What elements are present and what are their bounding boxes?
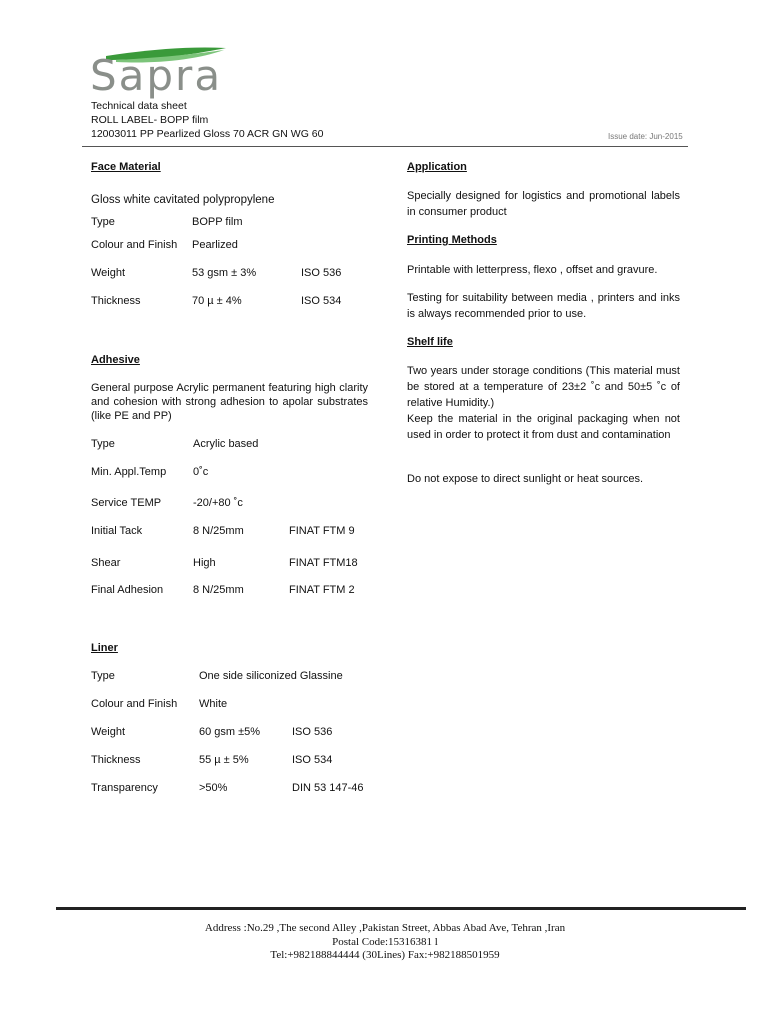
logo-wordmark: Sapra bbox=[90, 51, 223, 100]
adhesive-row-standard: FINAT FTM 2 bbox=[289, 584, 355, 596]
shelf-life-title: Shelf life bbox=[407, 336, 453, 348]
face-row-value: BOPP film bbox=[192, 216, 243, 228]
liner-row-value: 55 µ ± 5% bbox=[199, 754, 249, 766]
adhesive-row-standard: FINAT FTM18 bbox=[289, 557, 358, 569]
adhesive-row-value: 0˚c bbox=[193, 466, 209, 478]
adhesive-title: Adhesive bbox=[91, 354, 140, 366]
face-row-label: Weight bbox=[91, 267, 126, 279]
doc-type-line: Technical data sheet bbox=[91, 100, 187, 112]
footer-address: Address :No.29 ,The second Alley ,Pakistan Street, Abbas Abad Ave, Tehran ,Iran bbox=[204, 922, 566, 934]
face-row-label: Type bbox=[91, 216, 115, 228]
footer-postal-code: Postal Code:15316381 l bbox=[332, 936, 438, 948]
printing-testing-text: Testing for suitability between media , printers and inks is always recommended prior to use. bbox=[407, 292, 680, 320]
liner-row-label: Colour and Finish bbox=[91, 698, 178, 710]
shelf-life-sunlight-text: Do not expose to direct sunlight or heat sources. bbox=[407, 473, 644, 485]
application-text: Specially designed for logistics and promotional labels in consumer product bbox=[407, 190, 680, 218]
face-row-label: Thickness bbox=[91, 295, 141, 307]
shelf-life-storage-text: Two years under storage conditions (This material must be stored at a temperature of 23±2 ˚c and 50±5 ˚c of relative Humidity.) bbox=[407, 365, 680, 409]
footer-divider bbox=[56, 907, 746, 910]
liner-row-value: 60 gsm ±5% bbox=[199, 726, 261, 738]
adhesive-row-label: Shear bbox=[91, 557, 121, 569]
adhesive-row-label: Type bbox=[91, 438, 115, 450]
liner-row-standard: DIN 53 147-46 bbox=[292, 782, 364, 794]
liner-row-value: >50% bbox=[199, 782, 228, 794]
header-divider bbox=[82, 146, 688, 147]
adhesive-row-label: Initial Tack bbox=[91, 525, 143, 537]
application-title: Application bbox=[407, 161, 467, 173]
footer-contact: Tel:+982188844444 (30Lines) Fax:+982188501959 bbox=[270, 949, 500, 961]
liner-row-standard: ISO 534 bbox=[292, 754, 333, 766]
face-row-value: 70 µ ± 4% bbox=[192, 295, 242, 307]
shelf-life-packaging-text: Keep the material in the original packaging when not used in order to protect it from dust and contamination bbox=[407, 413, 680, 441]
printing-methods-text: Printable with letterpress, flexo , offset and gravure. bbox=[407, 264, 658, 276]
face-material-title: Face Material bbox=[91, 161, 161, 173]
adhesive-row-label: Min. Appl.Temp bbox=[91, 466, 167, 478]
face-material-subtitle: Gloss white cavitated polypropylene bbox=[91, 194, 275, 206]
adhesive-row-value: High bbox=[193, 557, 216, 569]
liner-title: Liner bbox=[91, 642, 118, 654]
liner-row-standard: ISO 536 bbox=[292, 726, 333, 738]
liner-row-label: Weight bbox=[91, 726, 126, 738]
adhesive-row-value: 8 N/25mm bbox=[193, 525, 244, 537]
liner-row-value: One side siliconized Glassine bbox=[199, 670, 343, 682]
face-row-standard: ISO 536 bbox=[301, 267, 342, 279]
adhesive-row-value: -20/+80 ˚c bbox=[193, 497, 243, 509]
adhesive-row-value: 8 N/25mm bbox=[193, 584, 244, 596]
issue-date: Issue date: Jun-2015 bbox=[608, 132, 683, 141]
adhesive-row-label: Final Adhesion bbox=[91, 584, 164, 596]
face-row-standard: ISO 534 bbox=[301, 295, 342, 307]
adhesive-row-value: Acrylic based bbox=[193, 438, 259, 450]
printing-methods-title: Printing Methods bbox=[407, 234, 497, 246]
face-row-value: 53 gsm ± 3% bbox=[192, 267, 257, 279]
product-code-line: 12003011 PP Pearlized Gloss 70 ACR GN WG 60 bbox=[91, 128, 324, 140]
liner-row-label: Transparency bbox=[91, 782, 158, 794]
adhesive-row-standard: FINAT FTM 9 bbox=[289, 525, 355, 537]
face-row-label: Colour and Finish bbox=[91, 239, 178, 251]
liner-row-label: Type bbox=[91, 670, 115, 682]
liner-row-value: White bbox=[199, 698, 228, 710]
adhesive-description: General purpose Acrylic permanent featuring high clarity and cohesion with strong adhesion to apolar substrates (like PE and PP) bbox=[91, 382, 368, 422]
face-row-value: Pearlized bbox=[192, 239, 238, 251]
liner-row-label: Thickness bbox=[91, 754, 141, 766]
adhesive-row-label: Service TEMP bbox=[91, 497, 162, 509]
product-category-line: ROLL LABEL- BOPP film bbox=[91, 114, 209, 126]
